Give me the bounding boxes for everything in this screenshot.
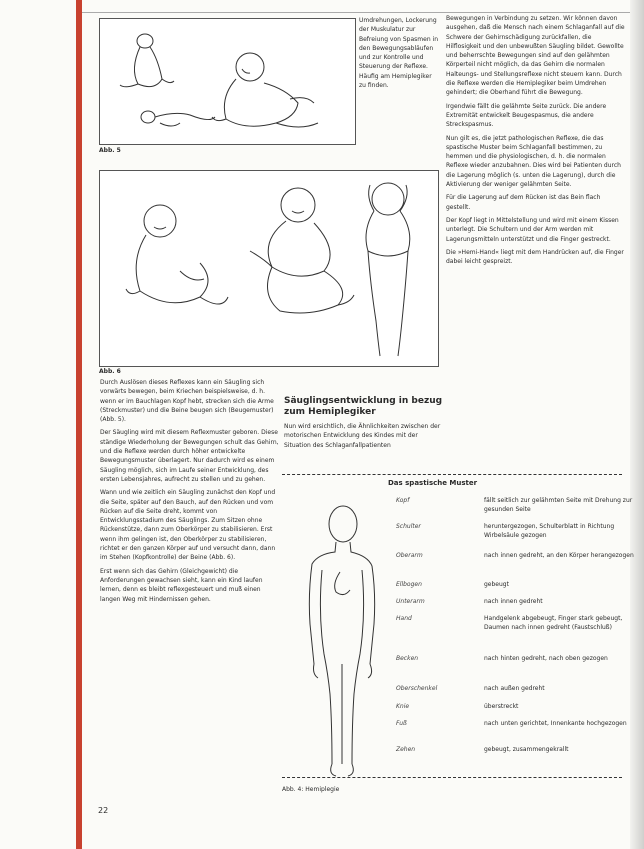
hemiplegic-figure-illustration	[288, 484, 382, 784]
section-heading: Säuglingsentwicklung in bezug zum Hemiplegiker	[284, 396, 443, 418]
row-value: fällt seitlich zur gelähmten Seite mit Drehung zur gesunden Seite	[484, 497, 633, 513]
row-label: Oberarm	[396, 552, 423, 559]
baby-crawling-illustration	[100, 19, 355, 144]
box-top-border	[282, 474, 622, 475]
row-label: Oberschenkel	[396, 685, 438, 692]
row-value: nach hinten gedreht, nach oben gezogen	[484, 655, 608, 662]
right-paragraph: Der Kopf liegt in Mittelstellung und wird mit einem Kissen unterlegt. Die Schultern und der Arm werden mit Lagerungsmitteln unterstützt und die Finger gestreckt.	[446, 216, 619, 243]
page-number: 22	[98, 806, 109, 815]
left-column	[100, 378, 280, 608]
right-paragraph: Für die Lagerung auf dem Rücken ist das Bein flach gestellt.	[446, 194, 601, 211]
right-paragraph: Irgendwie fällt die gelähmte Seite zurück. Die andere Extremität entwickelt Beugespasmus, die andere Streckspasmus.	[446, 102, 607, 129]
right-paragraph: Bewegungen in Verbindung zu setzen. Wir können davon ausgehen, daß die Mensch nach einem Schlaganfall auf die Schwere der Gehirnschädigung zurückfallen, die Hilflosigkeit und den unbewußten Säugling bildet. Gewollte und beherrschte Bewegungen sind auf den gelähmten Körperteil nicht möglich, da das Gehirn die normalen Halteungs- und Stellungsreflexe nicht steuern kann. Durch die Reflexe werden die Hemiplegiker beim Umdrehen gehindert; die Oberhand führt die Bewegung.	[446, 15, 625, 97]
row-value: gebeugt, zusammengekrallt	[484, 746, 569, 753]
row-value: nach innen gedreht, an den Körper herangezogen	[484, 552, 634, 559]
figure-5	[99, 18, 356, 145]
row-label: Fuß	[396, 720, 407, 727]
left-paragraph: Der Säugling wird mit diesem Reflexmuster geboren. Diese ständige Wiederholung der Bewegungen schult das Gehirn, und die Reflexe werden durch höher entwickelte Bewegungsmuster überlagert. Nur dadurch wird es einem Säugling möglich, sich im Laufe seiner Entwicklung, des ersten Lebensjahres, aufrecht zu stellen und zu gehen.	[100, 429, 279, 483]
right-paragraph: Die »Hemi-Hand« liegt mit dem Handrücken auf, die Finger dabei leicht gespreizt.	[446, 248, 624, 266]
row-value: nach innen gedreht	[484, 598, 543, 605]
row-value: überstreckt	[484, 703, 519, 710]
row-label: Zehen	[396, 746, 416, 753]
intro-text: Umdrehungen, Lockerung der Muskulatur zur Befreiung von Spasmen in den Bewegungsabläufen und zur Kontrolle und Steuerung der Reflexe. Häufig am Hemiplegiker zu finden.	[359, 17, 439, 90]
row-value: nach unten gerichtet, Innenkante hochgezogen	[484, 720, 627, 727]
right-paragraph: Nun gilt es, die jetzt pathologischen Reflexe, die das spastische Muster beim Schlaganfall bestimmen, zu hemmen und die physiologischen, d. h. die normalen Reflexe wieder anzubahnen. Dies wird bei Patienten durch die Lagerung möglich (s. unten die Lagerung), durch die Aktivierung der weniger gelähmten Seite.	[446, 134, 621, 189]
row-label: Schulter	[396, 523, 421, 530]
row-value: gebeugt	[484, 581, 509, 588]
row-label: Becken	[396, 655, 419, 662]
row-value: Handgelenk abgebeugt, Finger stark gebeugt, Daumen nach innen gedreht (Faustschluß)	[484, 615, 623, 631]
box-title: Das spastische Muster	[388, 479, 478, 487]
figure-6-caption: Abb. 6	[99, 368, 121, 375]
figure-4-caption: Abb. 4: Hemiplegie	[282, 786, 340, 793]
row-label: Knie	[396, 703, 410, 710]
row-label: Ellbogen	[396, 581, 422, 588]
baby-development-illustration	[100, 171, 438, 366]
row-value: heruntergezogen, Schulterblatt in Richtung Wirbelsäule gezogen	[484, 523, 615, 539]
figure-5-caption: Abb. 5	[99, 147, 121, 154]
row-label: Hand	[396, 615, 412, 622]
row-label: Kopf	[396, 497, 410, 504]
box-bottom-border	[282, 777, 622, 778]
top-rule	[82, 12, 630, 13]
figure-6	[99, 170, 439, 367]
section-text: Nun wird ersichtlich, die Ähnlichkeiten zwischen der motorischen Entwicklung des Kindes mit der Situation des Schlaganfallpatienten	[284, 423, 441, 449]
left-paragraph: Erst wenn sich das Gehirn (Gleichgewicht) die Anforderungen gewachsen sieht, kann ein Kind laufen lernen, denn es bleibt reflexgesteuert und muß einen langen Weg mit Hindernissen gehen.	[100, 567, 263, 603]
page-margin-bar	[76, 0, 82, 849]
right-column	[446, 14, 626, 270]
row-label: Unterarm	[396, 598, 425, 605]
left-paragraph: Wann und wie zeitlich ein Säugling zunächst den Kopf und die Seite, später auf den Bauch, auf den Rücken und vom Rücken auf die Seite dreht, kommt von Entwicklungsstadium des Säuglings. Zum Sitzen ohne Rückenstütze, dann zum Oberkörper zu stabilisieren. Erst wenn ihm gelingen ist, den Oberkörper zu stabilisieren, richtet er den ganzen Körper auf und versucht dann, dann im Stehen (Kopfkontrolle) der Beine (Abb. 6).	[100, 489, 276, 562]
row-value: nach außen gedreht	[484, 685, 545, 692]
left-paragraph: Durch Auslösen dieses Reflexes kann ein Säugling sich vorwärts bewegen, beim Kriechen beispielsweise, d. h. wenn er im Bauchlagen Kopf hebt, strecken sich die Arme (Streckmuster) und die Beine beugen sich (Beugemuster) (Abb. 5).	[100, 379, 274, 424]
